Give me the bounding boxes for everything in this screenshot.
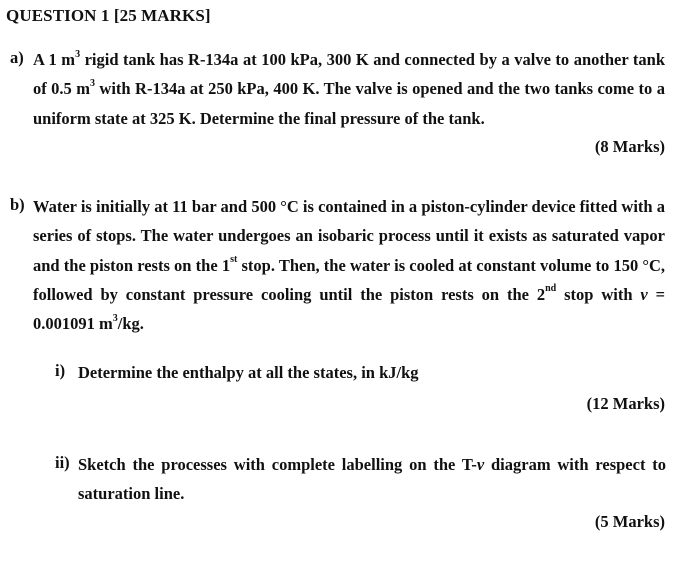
part-a-text [33,45,665,133]
part-b-text-2: stop. Then, the water is cooled at constant volume to 150 °C, followed by constant pressure cooling until the piston rests on the 2 [33,255,666,304]
part-b-text-4: = 0.001091 m [33,284,666,334]
sub-ii-var-v: v [476,455,485,474]
part-b-sup-1: st [230,254,238,266]
part-a-text-2: rigid tank has R-134a at 100 kPa, 300 K and connected by a valve to another tank of 0.5 m [33,50,666,99]
part-b-var-v: v [640,284,648,304]
part-b-text [33,192,665,338]
sub-ii-text [78,450,666,508]
part-b-text-1: Water is initially at 11 bar and 500 °C is contained in a piston-cylinder device fitted with a series of stops. The water undergoes an isobaric process until it exists as saturated vapor and the piston rests on the 1 [33,197,665,275]
sub-ii-text-2: diagram with respect to saturation line. [78,455,666,503]
part-a-text-1: A 1 m [33,50,76,69]
part-a-label: a) [10,48,24,67]
sub-ii-text-1: Sketch the processes with complete labelling on the T- [78,455,477,474]
part-a-marks: (8 Marks) [594,137,665,156]
part-a-text-3: with R-134a at 250 kPa, 400 K. The valve is opened and the two tanks come to a uniform state at 325 K. Determine the final pressure of the tank. [33,79,665,128]
part-b-text-3: stop with [556,284,641,304]
sub-ii-marks: (5 Marks) [594,512,665,531]
part-b-sup-3: 3 [112,312,118,324]
sub-ii-label: ii) [55,453,70,472]
part-a-sup-1: 3 [75,48,81,60]
part-b-label: b) [10,195,25,214]
sub-i-text: Determine the enthalpy at all the states, in kJ/kg [78,363,419,382]
part-a-sup-2: 3 [90,77,95,89]
part-b-sup-2: nd [545,283,557,295]
question-title: QUESTION 1 [25 MARKS] [6,6,211,25]
sub-i-label: i) [55,361,66,380]
sub-i-marks: (12 Marks) [586,394,665,413]
part-b-text-5: /kg. [117,314,144,334]
